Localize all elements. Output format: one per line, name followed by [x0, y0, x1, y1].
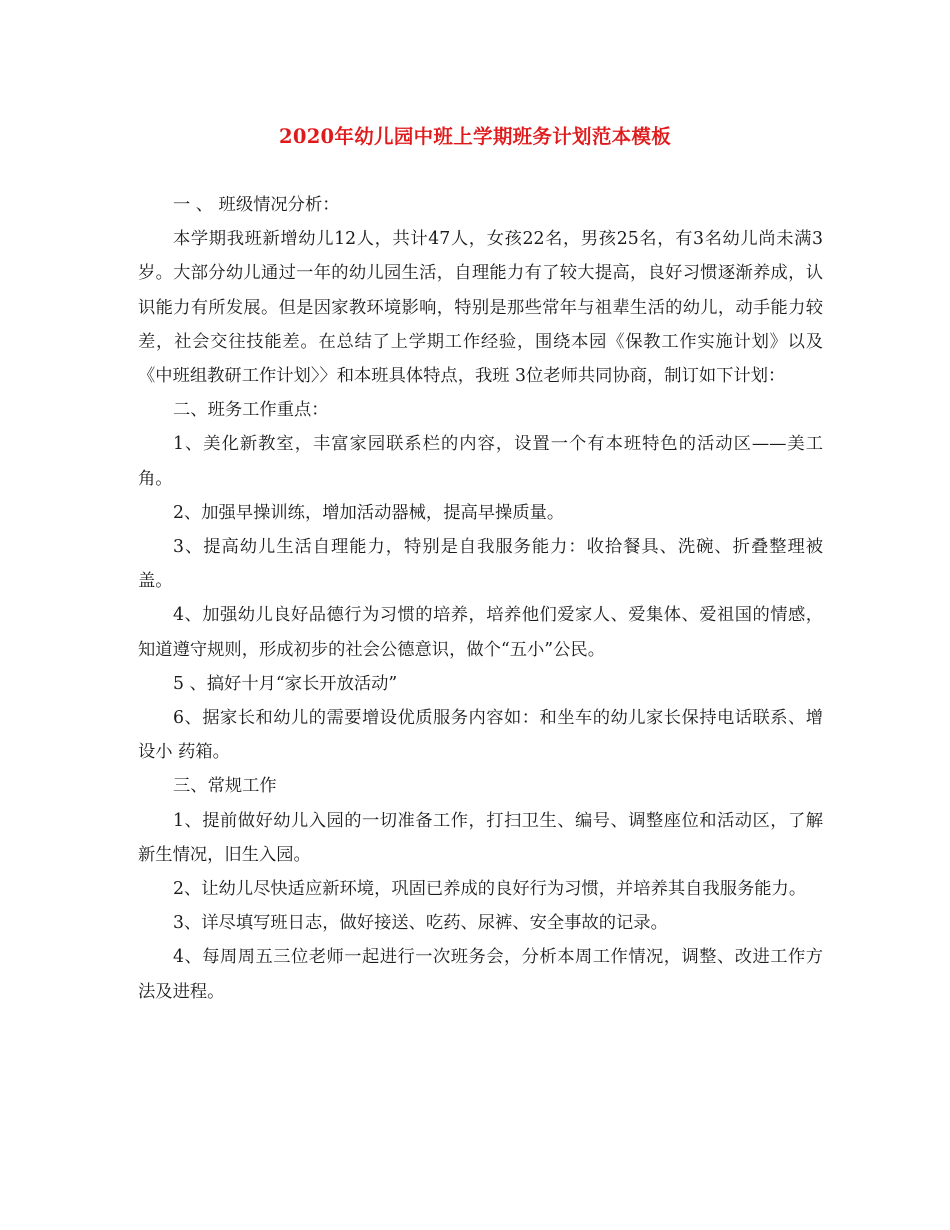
list-item-routine-4: 4、每周周五三位老师一起进行一次班务会，分析本周工作情况，调整、改进工作方法及进程。	[138, 947, 823, 1002]
document-body	[138, 188, 823, 1009]
paragraph-class-analysis: 本学期我班新增幼儿12人，共计47人，女孩22名，男孩25名，有3名幼儿尚未满3岁。大部分幼儿通过一年的幼儿园生活，自理能力有了较大提高，良好习惯逐渐养成，认识能力有所发展。但是因家教环境影响，特别是那些常年与祖辈生活的幼儿，动手能力较差，社会交往技能差。在总结了上学期工作经验，围绕本园《保教工作实施计划》以及《中班组教研工作计划〉〉和本班具体特点，我班 3位老师共同协商，制订如下计划：	[138, 229, 823, 387]
document-title: 2020年幼儿园中班上学期班务计划范本模板	[278, 125, 672, 148]
section-heading-key-work: 二、班务工作重点：	[173, 400, 329, 421]
section-heading-routine-work: 三、常规工作	[173, 776, 277, 797]
list-item-routine-3: 3、详尽填写班日志，做好接送、吃药、尿裤、安全事故的记录。	[173, 913, 668, 934]
list-item-key-work-2: 2、加强早操训练，增加活动器械，提高早操质量。	[173, 502, 565, 523]
list-item-routine-1: 1、提前做好幼儿入园的一切准备工作，打扫卫生、编号、调整座位和活动区，了解新生情况，旧生入园。	[138, 810, 823, 865]
section-heading-class-analysis: 一 、 班级情况分析：	[173, 195, 340, 215]
list-item-key-work-3: 3、提高幼儿生活自理能力，特别是自我服务能力：收拾餐具、洗碗、折叠整理被盖。	[138, 537, 823, 592]
list-item-key-work-1: 1、美化新教室，丰富家园联系栏的内容，设置一个有本班特色的活动区——美工角。	[138, 434, 823, 489]
list-item-key-work-6: 6、据家长和幼儿的需要增设优质服务内容如：和坐车的幼儿家长保持电话联系、增设小 药箱。	[138, 708, 823, 763]
list-item-routine-2: 2、让幼儿尽快适应新环境，巩固已养成的良好行为习惯，并培养其自我服务能力。	[173, 879, 807, 900]
list-item-key-work-5: 5 、搞好十月“家长开放活动”	[173, 673, 398, 694]
list-item-key-work-4: 4、加强幼儿良好品德行为习惯的培养，培养他们爱家人、爱集体、爱祖国的情感，知道遵守规则，形成初步的社会公德意识，做个“五小”公民。	[138, 605, 823, 660]
